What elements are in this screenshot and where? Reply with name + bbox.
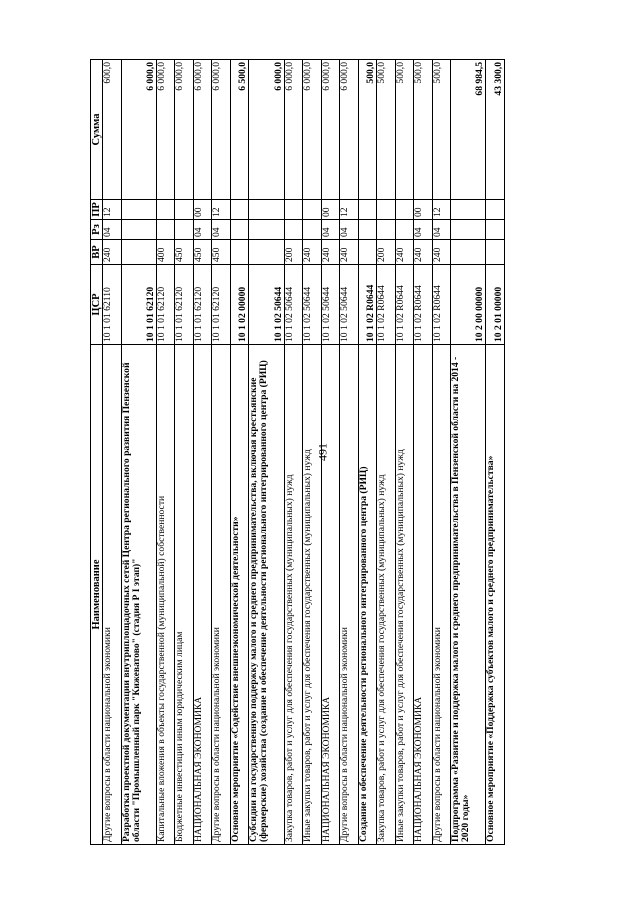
cell-vr: 240 [103, 240, 122, 265]
cell-vr: 450 [212, 240, 231, 265]
cell-sum: 6 000,0 [212, 60, 231, 200]
cell-sum: 500,0 [414, 60, 433, 200]
cell-pr: 00 [321, 200, 340, 220]
cell-pr [358, 200, 377, 220]
cell-name: Субсидии на государственную поддержку малого и среднего предпринимательства, включая крестьянские (фермерские) хозяйства (создание и обеспечение деятельности регионального интегрированного центра (РИЦ) [249, 345, 284, 845]
cell-rz [486, 220, 505, 240]
cell-name: Бюджетные инвестиции иным юридическим лицам [175, 345, 194, 845]
cell-rz [284, 220, 303, 240]
page-number: 491 [315, 443, 330, 461]
cell-rz [451, 220, 486, 240]
cell-pr [156, 200, 175, 220]
cell-sum: 43 300,0 [486, 60, 505, 200]
cell-csr: 10 2 00 00000 [451, 265, 486, 345]
cell-csr: 10 1 01 62110 [103, 265, 122, 345]
table-row [414, 60, 433, 845]
cell-csr: 10 1 02 50644 [303, 265, 322, 345]
cell-csr: 10 1 02 50644 [340, 265, 359, 345]
budget-table [90, 59, 505, 845]
cell-sum: 6 000,0 [249, 60, 284, 200]
cell-sum: 6 000,0 [193, 60, 212, 200]
cell-rz [121, 220, 156, 240]
cell-vr [358, 240, 377, 265]
cell-vr [121, 240, 156, 265]
table-row [451, 60, 486, 845]
cell-name: Иные закупки товаров, работ и услуг для обеспечения государственных (муниципальных) нужд [303, 345, 322, 845]
cell-sum: 6 000,0 [303, 60, 322, 200]
cell-sum: 500,0 [432, 60, 451, 200]
cell-sum: 6 000,0 [340, 60, 359, 200]
cell-sum: 6 000,0 [156, 60, 175, 200]
cell-rz [377, 220, 396, 240]
cell-pr [175, 200, 194, 220]
cell-vr: 240 [321, 240, 340, 265]
cell-rz [395, 220, 414, 240]
table-row [321, 60, 340, 845]
table-row [340, 60, 359, 845]
cell-sum: 500,0 [358, 60, 377, 200]
cell-name: НАЦИОНАЛЬНАЯ ЭКОНОМИКА [414, 345, 433, 845]
cell-name: Создание и обеспечение деятельности регионального интегрированного центра (РИЦ) [358, 345, 377, 845]
cell-csr: 10 1 01 62120 [212, 265, 231, 345]
table-row [284, 60, 303, 845]
cell-vr [249, 240, 284, 265]
table-row [103, 60, 122, 845]
cell-name: Подпрограмма «Развитие и поддержка малого и среднего предпринимательства в Пензенской области на 2014 - 2020 годы» [451, 345, 486, 845]
cell-pr [303, 200, 322, 220]
cell-sum: 6 000,0 [175, 60, 194, 200]
cell-csr: 10 2 01 00000 [486, 265, 505, 345]
cell-pr: 12 [340, 200, 359, 220]
cell-name: Основное мероприятие «Поддержка субъектов малого и среднего предпринимательства» [486, 345, 505, 845]
table-row [212, 60, 231, 845]
header-pr: ПР [91, 200, 103, 220]
cell-vr: 200 [284, 240, 303, 265]
cell-csr: 10 1 02 R0644 [414, 265, 433, 345]
table-body [103, 60, 505, 845]
cell-vr: 400 [156, 240, 175, 265]
cell-vr: 240 [303, 240, 322, 265]
cell-csr: 10 1 02 R0644 [395, 265, 414, 345]
cell-pr [230, 200, 249, 220]
table-row [303, 60, 322, 845]
cell-name: Закупка товаров, работ и услуг для обеспечения государственных (муниципальных) нужд [377, 345, 396, 845]
table-row [193, 60, 212, 845]
cell-name: НАЦИОНАЛЬНАЯ ЭКОНОМИКА [321, 345, 340, 845]
cell-name: Капитальные вложения в объекты государственной (муниципальной) собственности [156, 345, 175, 845]
cell-pr: 00 [193, 200, 212, 220]
table-row [230, 60, 249, 845]
table-row [486, 60, 505, 845]
cell-vr [230, 240, 249, 265]
cell-name: Другие вопросы в области национальной экономики [340, 345, 359, 845]
cell-rz [175, 220, 194, 240]
header-name: Наименование [91, 345, 103, 845]
cell-rz: 04 [193, 220, 212, 240]
cell-pr [249, 200, 284, 220]
cell-csr: 10 1 01 62120 [193, 265, 212, 345]
table-row [358, 60, 377, 845]
table-row [432, 60, 451, 845]
cell-name: Закупка товаров, работ и услуг для обеспечения государственных (муниципальных) нужд [284, 345, 303, 845]
table-row [175, 60, 194, 845]
cell-sum: 68 984,5 [451, 60, 486, 200]
table-row [377, 60, 396, 845]
cell-vr: 240 [395, 240, 414, 265]
cell-name: Другие вопросы в области национальной экономики [212, 345, 231, 845]
cell-sum: 500,0 [377, 60, 396, 200]
cell-rz [230, 220, 249, 240]
cell-csr: 10 1 01 62120 [156, 265, 175, 345]
header-vr: ВР [91, 240, 103, 265]
cell-pr [395, 200, 414, 220]
cell-csr: 10 1 02 R0644 [358, 265, 377, 345]
cell-vr: 240 [414, 240, 433, 265]
cell-pr [451, 200, 486, 220]
cell-name: Основное мероприятие «Содействие внешнеэкономической деятельности» [230, 345, 249, 845]
table-row [249, 60, 284, 845]
cell-csr: 10 1 02 50644 [321, 265, 340, 345]
cell-csr: 10 1 02 R0644 [377, 265, 396, 345]
cell-pr: 12 [212, 200, 231, 220]
cell-name: Разработка проектной документации внутриплощадочных сетей Центра регионального развития Пензенской области "Промышленный парк "Кижеватово" (стадия Р I этап)" [121, 345, 156, 845]
cell-vr: 240 [432, 240, 451, 265]
cell-rz: 04 [432, 220, 451, 240]
cell-csr: 10 1 02 50644 [284, 265, 303, 345]
cell-name: Иные закупки товаров, работ и услуг для обеспечения государственных (муниципальных) нужд [395, 345, 414, 845]
cell-csr: 10 1 01 62120 [175, 265, 194, 345]
header-csr: ЦСР [91, 265, 103, 345]
table-header-row [91, 60, 103, 845]
cell-rz [249, 220, 284, 240]
header-rz: Рз [91, 220, 103, 240]
cell-csr: 10 1 02 R0644 [432, 265, 451, 345]
cell-rz: 04 [321, 220, 340, 240]
cell-vr: 450 [193, 240, 212, 265]
cell-vr: 450 [175, 240, 194, 265]
cell-pr: 12 [432, 200, 451, 220]
cell-csr: 10 1 02 00000 [230, 265, 249, 345]
cell-name: Другие вопросы в области национальной экономики [432, 345, 451, 845]
cell-sum: 6 500,0 [230, 60, 249, 200]
cell-name: Другие вопросы в области национальной экономики [103, 345, 122, 845]
cell-vr [451, 240, 486, 265]
cell-csr: 10 1 02 50644 [249, 265, 284, 345]
cell-name: НАЦИОНАЛЬНАЯ ЭКОНОМИКА [193, 345, 212, 845]
cell-pr [284, 200, 303, 220]
rotated-table-wrapper [90, 60, 505, 845]
cell-pr [377, 200, 396, 220]
cell-rz: 04 [340, 220, 359, 240]
cell-sum: 6 000,0 [121, 60, 156, 200]
cell-vr: 200 [377, 240, 396, 265]
cell-rz [303, 220, 322, 240]
cell-rz [358, 220, 377, 240]
cell-sum: 500,0 [395, 60, 414, 200]
cell-pr: 00 [414, 200, 433, 220]
cell-vr: 240 [340, 240, 359, 265]
cell-sum: 600,0 [103, 60, 122, 200]
cell-rz: 04 [103, 220, 122, 240]
cell-vr [486, 240, 505, 265]
cell-sum: 6 000,0 [284, 60, 303, 200]
cell-rz: 04 [414, 220, 433, 240]
cell-csr: 10 1 01 62120 [121, 265, 156, 345]
cell-sum: 6 000,0 [321, 60, 340, 200]
header-sum: Сумма [91, 60, 103, 200]
cell-rz [156, 220, 175, 240]
cell-rz: 04 [212, 220, 231, 240]
cell-pr [486, 200, 505, 220]
table-row [121, 60, 156, 845]
cell-pr: 12 [103, 200, 122, 220]
table-row [395, 60, 414, 845]
table-row [156, 60, 175, 845]
cell-pr [121, 200, 156, 220]
